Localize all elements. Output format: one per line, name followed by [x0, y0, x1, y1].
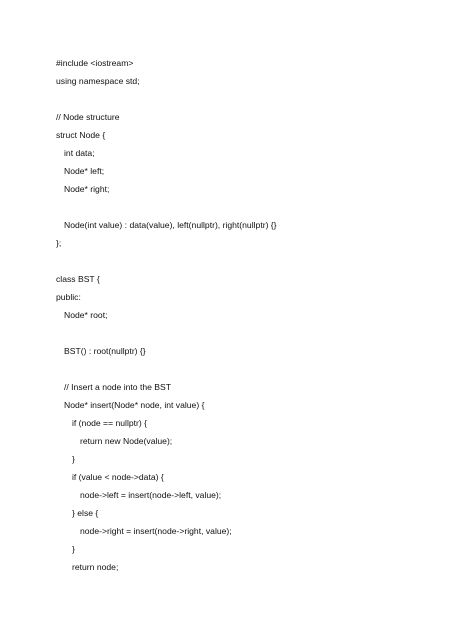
- code-line-comment-insert: // Insert a node into the BST: [64, 382, 172, 392]
- code-line-node-constructor: Node(int value) : data(value), left(nullptr), right(nullptr) {}: [64, 220, 277, 230]
- code-line-else: } else {: [72, 508, 99, 518]
- code-line-node-left: Node* left;: [64, 166, 105, 176]
- code-line-insert-right: node->right = insert(node->right, value);: [80, 526, 232, 536]
- code-line-close-brace: }: [72, 454, 75, 464]
- code-line-close-brace-2: }: [72, 544, 75, 554]
- code-line-return-new-node: return new Node(value);: [80, 436, 173, 446]
- code-line-insert-left: node->left = insert(node->left, value);: [80, 490, 222, 500]
- code-line-bst-constructor: BST() : root(nullptr) {}: [64, 346, 146, 356]
- code-line-struct-node: struct Node {: [56, 130, 106, 140]
- code-line-int-data: int data;: [64, 148, 95, 158]
- code-line-struct-end: };: [56, 238, 62, 248]
- code-line-using-namespace: using namespace std;: [56, 76, 140, 86]
- code-line-if-less: if (value < node->data) {: [72, 472, 164, 482]
- code-line-insert-signature: Node* insert(Node* node, int value) {: [64, 400, 205, 410]
- code-line-include: #include <iostream>: [56, 58, 134, 68]
- code-line-node-root: Node* root;: [64, 310, 108, 320]
- code-line-comment-node: // Node structure: [56, 112, 120, 122]
- code-line-return-node: return node;: [72, 562, 119, 572]
- code-line-public: public:: [56, 292, 81, 302]
- code-line-class-bst: class BST {: [56, 274, 100, 284]
- code-line-node-right: Node* right;: [64, 184, 110, 194]
- code-line-if-null: if (node == nullptr) {: [72, 418, 148, 428]
